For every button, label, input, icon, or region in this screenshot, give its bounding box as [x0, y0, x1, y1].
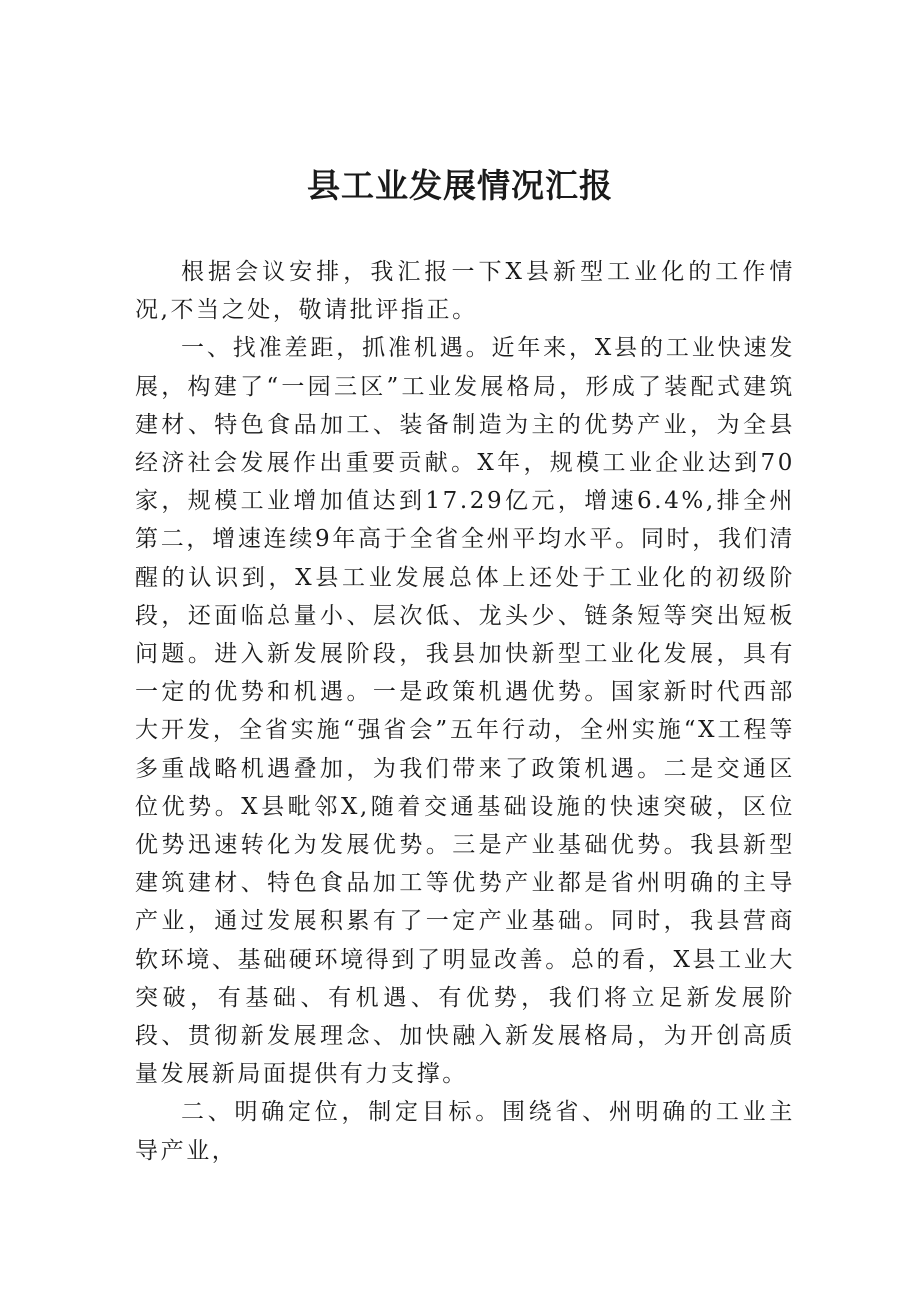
document-title: 县工业发展情况汇报 — [307, 166, 613, 205]
paragraph-section-two: 二、明确定位，制定目标。围绕省、州明确的工业主导产业， — [135, 1099, 795, 1164]
document-body — [135, 253, 795, 1170]
paragraph-section-one: 一、找准差距，抓准机遇。近年来，X县的工业快速发展，构建了“一园三区”工业发展格局，形成了装配式建筑建材、特色食品加工、装备制造为主的优势产业，为全县经济社会发展作出重要贡献。X年，规模工业企业达到70家，规模工业增加值达到17.29亿元，增速6.4%,排全州第二，增速连续9年高于全省全州平均水平。同时，我们清醒的认识到，X县工业发展总体上还处于工业化的初级阶段，还面临总量小、层次低、龙头少、链条短等突出短板问题。进入新发展阶段，我县加快新型工业化发展，具有一定的优势和机遇。一是政策机遇优势。国家新时代西部大开发，全省实施“强省会”五年行动，全州实施“X工程等多重战略机遇叠加，为我们带来了政策机遇。二是交通区位优势。X县毗邻X,随着交通基础设施的快速突破，区位优势迅速转化为发展优势。三是产业基础优势。我县新型建筑建材、特色食品加工等优势产业都是省州明确的主导产业，通过发展积累有了一定产业基础。同时，我县营商软环境、基础硬环境得到了明显改善。总的看，X县工业大突破，有基础、有机遇、有优势，我们将立足新发展阶段、贯彻新发展理念、加快融入新发展格局，为开创高质量发展新局面提供有力支撑。 — [135, 335, 795, 1088]
paragraph-intro: 根据会议安排，我汇报一下X县新型工业化的工作情况,不当之处，敬请批评指正。 — [135, 259, 795, 324]
